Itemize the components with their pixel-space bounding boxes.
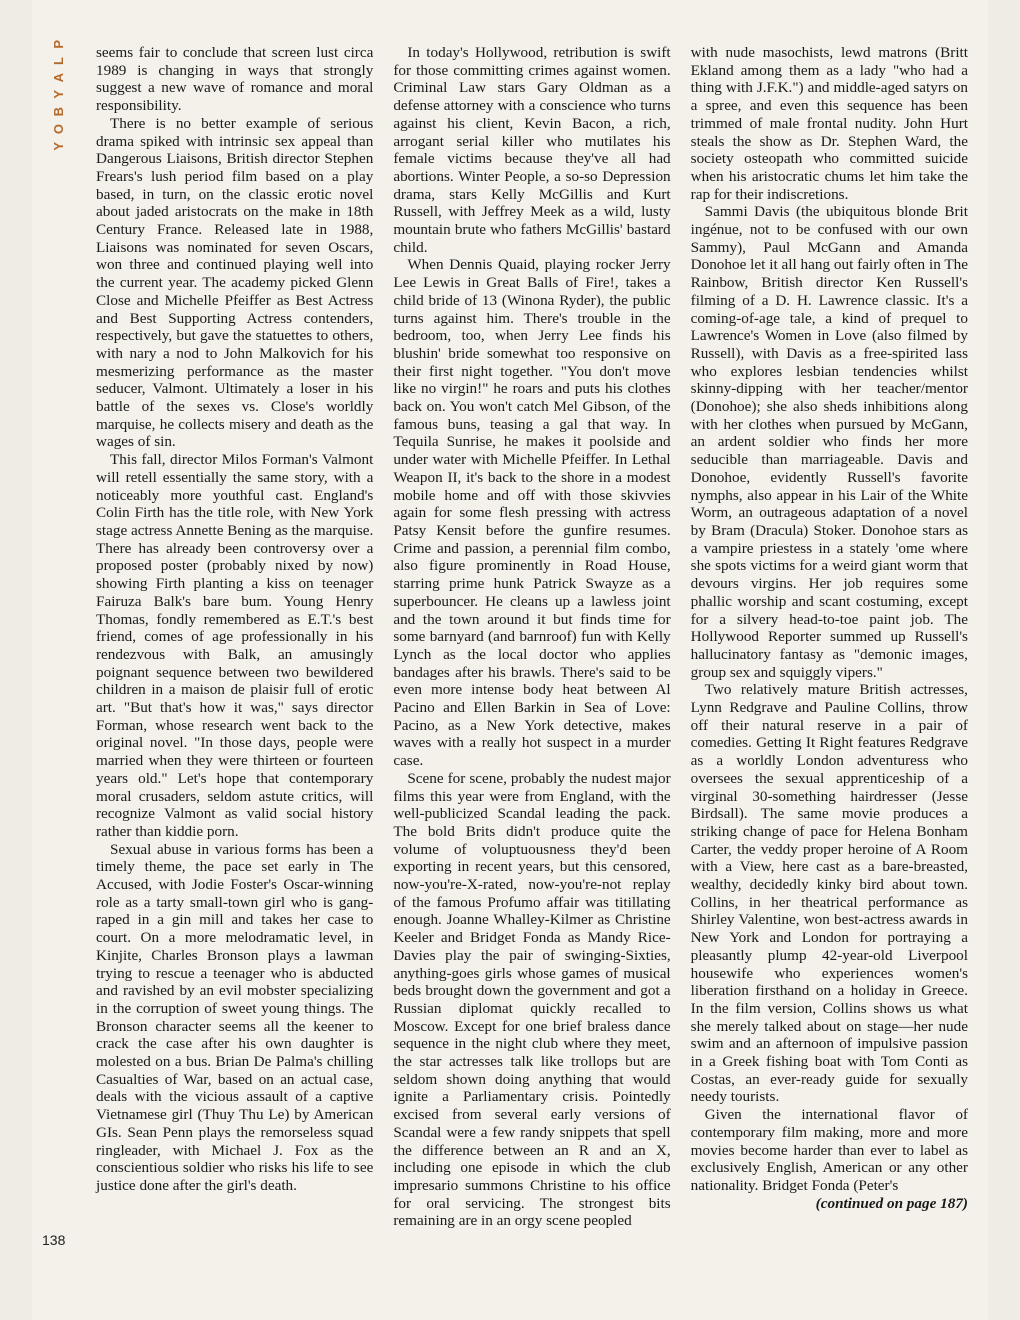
paragraph: Given the international flavor of contemporary film making, more and more movies become harder than ever to label as exclusively English, American or any other nationality. Bridget Fonda (Peter's — [690, 1106, 968, 1194]
side-label-letter: A — [51, 72, 66, 83]
side-label-letter: Y — [51, 90, 66, 99]
column-3 — [691, 44, 968, 1264]
side-label-letter: O — [51, 124, 66, 135]
continued-link: (continued on page 187) — [815, 1194, 968, 1212]
paragraph: Sammi Davis (the ubiquitous blonde Brit ingénue, not to be confused with our own Sammy), Paul McGann and Amanda Donohoe let it all hang out fairly often in The Rainbow, British director Ken Russell's filming of a D. H. Lawrence classic. It's a coming-of-age tale, a kind of prequel to Lawrence's Women in Love (also filmed by Russell), with Davis as a free-spirited lass who explores lesbian tendencies whilst skinny-dipping with her teacher/mentor (Donohoe); she also sheds inhibitions along with her clothes when pursued by McGann, an ardent soldier who finds her more seducible than marriageable. Davis and Donohoe, evidently Russell's favorite nymphs, also appear in his Lair of the White Worm, an outrageous adaptation of a novel by Bram (Dracula) Stoker. Donohoe stars as a vampire priestess in a stately 'ome where she spots victims for a weird giant worm that devours virgins. Her job requires some phallic worship and scant costuming, except for a silvery head-to-toe paint job. The Hollywood Reporter summed up Russell's hallucinatory fantasy as "demonic images, group sex and squiggly vipers." — [690, 203, 968, 681]
article-body — [96, 44, 968, 1264]
column-2 — [393, 44, 670, 1264]
paragraph: There is no better example of serious drama spiked with intrinsic sex appeal than Dangerous Liaisons, British director Stephen Frears's lush period film based on a play based, in turn, on the classic erotic novel about jaded aristocrats on the make in 18th Century France. Released late in 1988, Liaisons was nominated for seven Oscars, won three and continued playing well into the current year. The academy picked Glenn Close and Michelle Pfeiffer as Best Actress and Best Supporting Actress contenders, respectively, but gave the statuettes to others, with nary a nod to John Malkovich for his mesmerizing performance as the master seducer, Valmont. Ultimately a loser in his battle of the sexes vs. Close's worldly marquise, he collects misery and death as the wages of sin. — [96, 114, 374, 451]
side-label-letter: Y — [51, 142, 66, 151]
side-label-letter: P — [51, 40, 66, 49]
paragraph: Sexual abuse in various forms has been a timely theme, the pace set early in The Accused, with Jodie Foster's Oscar-winning role as a tarty small-town girl who is gang-raped in a gin mill and takes her case to court. On a more melodramatic level, in Kinjite, Charles Bronson plays a lawman trying to rescue a teenager who is abducted and ravished by an evil mobster specializing in the corruption of sweet young things. The Bronson character seems all the keener to crack the case after his own daughter is molested on a bus. Brian De Palma's chilling Casualties of War, based on an actual case, deals with the vicious assault of a captive Vietnamese girl (Thuy Thu Le) by American GIs. Sean Penn plays the remorseless squad ringleader, with Michael J. Fox as the conscientious soldier who risks his life to see justice done after the girl's death. — [96, 840, 374, 1194]
column-1 — [96, 44, 373, 1264]
paragraph: In today's Hollywood, retribution is swift for those committing crimes against women. Criminal Law stars Gary Oldman as a defense attorney with a conscience who turns against his client, Kevin Bacon, a rich, arrogant serial killer who mutilates his female victims because they've all had abortions. Winter People, a so-so Depression drama, stars Kelly McGillis and Kurt Russell, with Jeffrey Meek as a wild, lusty mountain brute who fathers McGillis' bastard child. — [393, 44, 671, 256]
magazine-side-label — [52, 40, 65, 151]
side-label-letter: B — [51, 106, 66, 117]
magazine-page — [32, 0, 988, 1320]
paragraph: Scene for scene, probably the nudest major films this year were from England, with the well-publicized Scandal leading the pack. The bold Brits didn't produce quite the volume of voluptuousness they'd been exporting in recent years, but this censored, now-you're-X-rated, now-you're-not replay of the famous Profumo affair was titillating enough. Joanne Whalley-Kilmer as Christine Keeler and Bridget Fonda as Mandy Rice-Davies play the pair of swinging-Sixties, anything-goes girls whose games of musical beds brought down the government and got a Russian diplomat quickly recalled to Moscow. Except for one brief braless dance sequence in the night club where they meet, the star actresses talk like trollops but are seldom shown doing anything that would ignite a Parliamentary crisis. Pointedly excised from several early versions of Scandal were a few randy snippets that spell the difference between an R and an X, including one episode in which the club impresario summons Christine to his office for oral servicing. The strongest bits remaining are in an orgy scene peopled — [393, 769, 671, 1230]
paragraph: Two relatively mature British actresses, Lynn Redgrave and Pauline Collins, throw off their natural reserve in a pair of comedies. Getting It Right features Redgrave as a worldly London adventuress who oversees the sexual apprenticeship of a virginal 30-something hairdresser (Jesse Birdsall). The same movie produces a striking change of pace for Helena Bonham Carter, the veddy proper heroine of A Room with a View, here cast as a bare-breasted, wealthy, decidedly kinky bird about town. Collins, in her theatrical performance as Shirley Valentine, won best-actress awards in New York and London for portraying a pleasantly plump 42-year-old Liverpool housewife who experiences women's liberation firsthand on a holiday in Greece. In the film version, Collins shows us what she merely talked about on stage—her nude swim and an afternoon of impulsive passion in a Greek fishing boat with Tom Conti as Costas, an ever-ready guide for sexually needy tourists. — [690, 681, 968, 1106]
paragraph: This fall, director Milos Forman's Valmont will retell essentially the same story, with a noticeably more youthful cast. England's Colin Firth has the title role, with New York stage actress Annette Bening as the marquise. There has already been controversy over a proposed poster (probably nixed by now) showing Firth planting a kiss on teenager Fairuza Balk's bare bum. Young Henry Thomas, fondly remembered as E.T.'s best friend, comes of age professionally in his rendezvous with Balk, an amusingly poignant sequence between two bewildered children in a maison de plaisir full of erotic art. "But that's how it was," says director Forman, whose research went back to the original novel. "In those days, people were married when they were thirteen or fourteen years old." Let's hope that contemporary moral crusaders, seldom astute critics, will recognize Valmont as valid social history rather than kiddie porn. — [96, 451, 374, 840]
paragraph: When Dennis Quaid, playing rocker Jerry Lee Lewis in Great Balls of Fire!, takes a child bride of 13 (Winona Ryder), the public turns against him. There's trouble in the bedroom, too, when Jerry Lee finds his blushin' bride somewhat too responsive on their first night together. "You don't move like no virgin!" he roars and puts his clothes back on. You won't catch Mel Gibson, of the famous buns, teasing a gal that way. In Tequila Sunrise, he makes it poolside and under water with Michelle Pfeiffer. In Lethal Weapon II, it's back to the shore in a modest mobile home and off with those skivvies again for some flesh pressing with actress Patsy Kensit before the gunfire resumes. Crime and passion, a perennial film combo, also figure prominently in Road House, starring prime hunk Patrick Swayze as a superbouncer. He cleans up a lawless joint and the town around it but finds time for some barnyard (and barnroof) fun with Kelly Lynch as the local doctor who applies bandages after his brawls. There's said to be even more intense body heat between Al Pacino and Ellen Barkin in Sea of Love: Pacino, as a New York detective, makes waves with a really hot suspect in a murder case. — [393, 256, 671, 770]
paragraph: with nude masochists, lewd matrons (Britt Ekland among them as a lady "who had a thing with J.F.K.") and middle-aged satyrs on a spree, and even this sequence has been trimmed of male frontal nudity. John Hurt steals the show as Dr. Stephen Ward, the society osteopath who committed suicide when his aristocratic chums let him take the rap for their indiscretions. — [690, 44, 968, 203]
page-number: 138 — [42, 1232, 66, 1248]
side-label-letter: L — [51, 56, 66, 65]
paragraph: seems fair to conclude that screen lust circa 1989 is changing in ways that strongly suggest a new wave of romance and moral responsibility. — [96, 44, 374, 115]
